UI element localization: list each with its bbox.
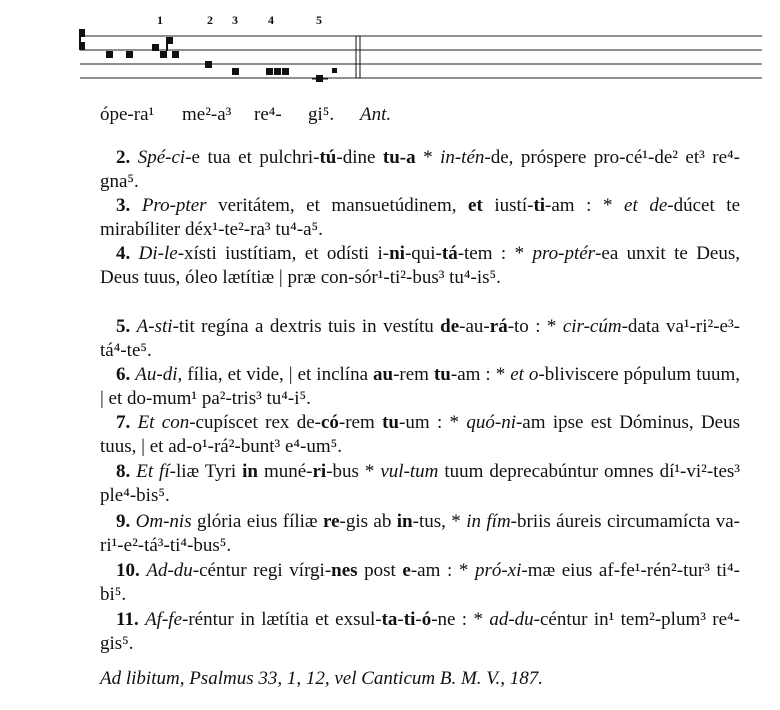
neume-notes (106, 37, 337, 82)
verse-7: 7. Et con-cupíscet rex de-có-rem tu-um : * quó-ni-am ipse est Dóminus, Deus tuus, | et ad-o¹-rá²-bunt³ e⁴-um⁵. (100, 412, 740, 457)
fig-number: 5 (316, 13, 322, 27)
verse-11: 11. Af-fe-réntur in lætítia et exsul-ta-ti-ó-ne : * ad-du-céntur in¹ tem²-plum³ re⁴-gis⁵. (100, 609, 741, 654)
lyric-syllable: ópe-ra¹ (100, 104, 155, 125)
verse-6: 6. Au-di, fília, et vide, | et inclína au-rem tu-am : * et o-bliviscere pópulum tuum, | et do-mum¹ pa²-tris³ tu⁴-i⁵. (100, 364, 740, 409)
verse-8: 8. Et fí-liæ Tyri in muné-ri-bus * vul-tum tuum deprecabúntur omnes dí¹-vi²-tes³ ple⁴-bis⁵. (100, 461, 740, 506)
double-bar (356, 36, 360, 78)
verse-5: 5. A-sti-tit regína a dextris tuis in vestítu de-au-rá-to : * cir-cúm-data va¹-ri²-e³-tá⁴-te⁵. (100, 316, 740, 361)
lyric-syllable: Ant. (360, 104, 392, 125)
chant-staff (72, 10, 762, 102)
verse-4: 4. Di-le-xísti iustítiam, et odísti i-ni-qui-tá-tem : * pro-ptér-ea unxit te Deus, Deus tuus, óleo lætítiæ | præ con-sór¹-ti²-bus³ tu⁴-is⁵. (100, 243, 740, 288)
verse-3: 3. Pro-pter veritátem, et mansuetúdinem, et iustí-ti-am : * et de-dúcet te mirabíliter déx¹-te²-ra³ tu⁴-a⁵. (100, 195, 741, 240)
footnote: Ad libitum, Psalmus 33, 1, 12, vel Canticum B. M. V., 187. (100, 668, 543, 689)
verse-9: 9. Om-nis glória eius fíliæ re-gis ab in-tus, * in fím-briis áureis circumamícta va-ri¹-e²-tá³-ti⁴-bus⁵. (100, 511, 741, 556)
fig-number: 2 (207, 13, 213, 27)
lyric-syllable: me²-a³ (182, 104, 232, 125)
lyric-syllable: re⁴- (254, 104, 282, 125)
c-clef-icon (79, 29, 85, 50)
fig-number: 3 (232, 13, 238, 27)
lyric-syllable: gi⁵. (308, 104, 335, 125)
verse-10: 10. Ad-du-céntur regi vírgi-nes post e-am : * pró-xi-mæ eius af-fe¹-rén²-tur³ ti⁴-bi⁵. (100, 560, 740, 605)
fig-number: 1 (157, 13, 163, 27)
figure-numbers (157, 13, 322, 27)
verse-2: 2. Spé-ci-e tua et pulchri-tú-dine tu-a * in-tén-de, próspere pro-cé¹-de² et³ re⁴-gna⁵. (100, 147, 741, 192)
fig-number: 4 (268, 13, 274, 27)
